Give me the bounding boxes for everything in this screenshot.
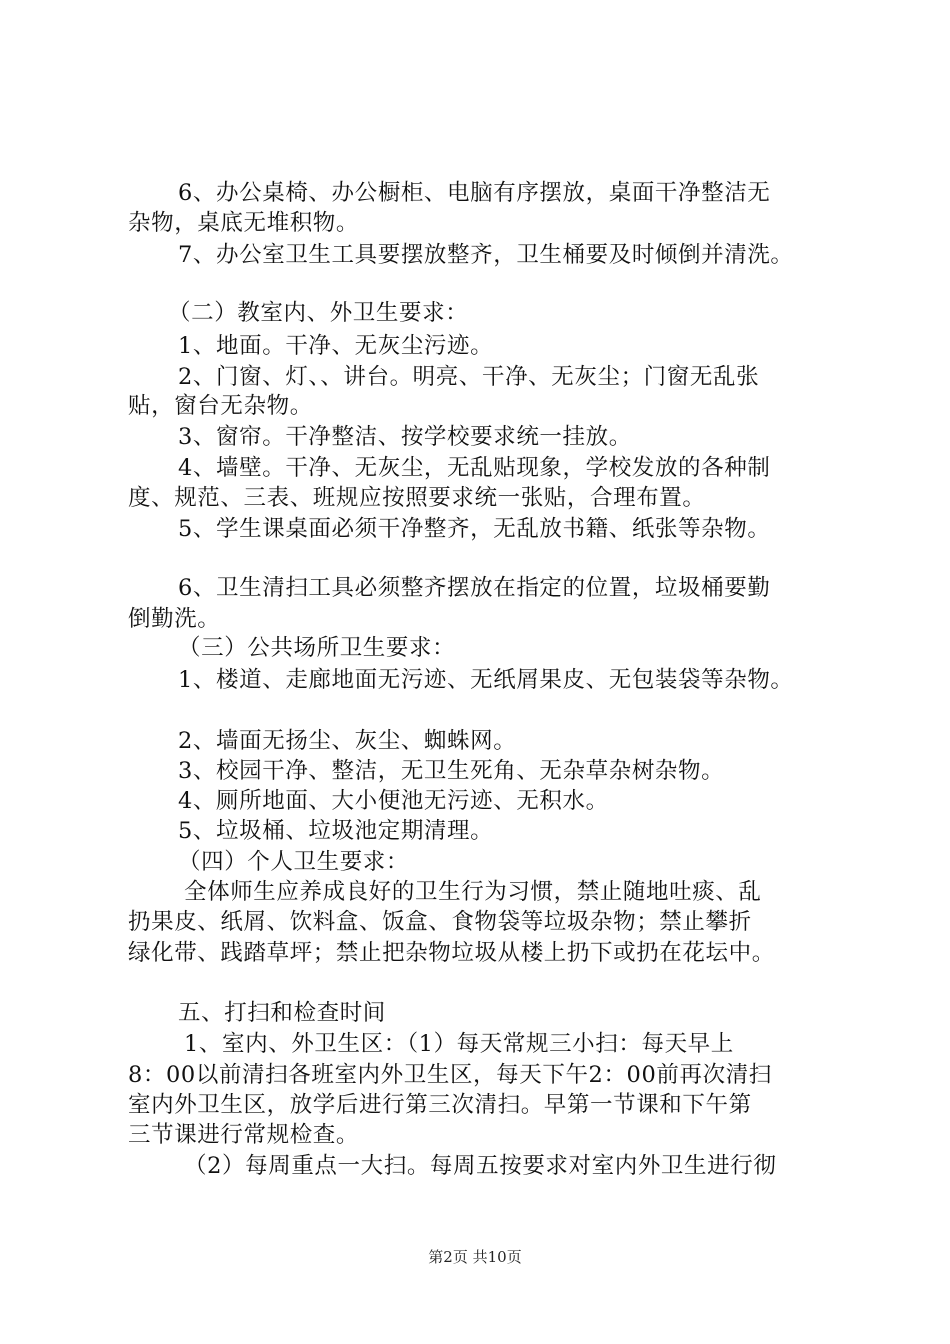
text-line: 4、厕所地面、大小便池无污迹、无积水。 bbox=[178, 788, 609, 814]
text-line: 5、垃圾桶、垃圾池定期清理。 bbox=[178, 818, 494, 844]
text-line: 三节课进行常规检查。 bbox=[128, 1122, 360, 1148]
text-line: 2、墙面无扬尘、灰尘、蜘蛛网。 bbox=[178, 728, 517, 754]
page-number-footer: 第2页 共10页 bbox=[428, 1248, 522, 1266]
text-line: 2、门窗、灯、、讲台。明亮、干净、无灰尘；门窗无乱张 bbox=[178, 364, 760, 390]
text-line: 6、办公桌椅、办公橱柜、电脑有序摆放，桌面干净整洁无 bbox=[178, 180, 771, 206]
section-heading: 五、打扫和检查时间 bbox=[178, 1000, 386, 1026]
text-line: 7、办公室卫生工具要摆放整齐，卫生桶要及时倾倒并清洗。 bbox=[178, 242, 794, 268]
text-line: 贴，窗台无杂物。 bbox=[128, 393, 313, 419]
text-line: 杂物，桌底无堆积物。 bbox=[128, 210, 360, 236]
text-line: 8：00以前清扫各班室内外卫生区，每天下午2：00前再次清扫 bbox=[128, 1062, 772, 1088]
text-line: 6、卫生清扫工具必须整齐摆放在指定的位置，垃圾桶要勤 bbox=[178, 575, 771, 601]
text-line: 度、规范、三表、班规应按照要求统一张贴，合理布置。 bbox=[128, 485, 706, 511]
text-line: （2）每周重点一大扫。每周五按要求对室内外卫生进行彻 bbox=[184, 1153, 777, 1179]
section-heading: （四）个人卫生要求： bbox=[178, 849, 410, 875]
text-line: 3、窗帘。干净整洁、按学校要求统一挂放。 bbox=[178, 424, 632, 450]
text-line: 3、校园干净、整洁，无卫生死角、无杂草杂树杂物。 bbox=[178, 758, 725, 784]
text-line: 绿化带、践踏草坪；禁止把杂物垃圾从楼上扔下或扔在花坛中。 bbox=[128, 940, 775, 966]
text-line: 1、楼道、走廊地面无污迹、无纸屑果皮、无包装袋等杂物。 bbox=[178, 667, 794, 693]
text-line: 5、学生课桌面必须干净整齐，无乱放书籍、纸张等杂物。 bbox=[178, 516, 771, 542]
text-line: 室内外卫生区，放学后进行第三次清扫。早第一节课和下午第 bbox=[128, 1092, 752, 1118]
text-line: 全体师生应养成良好的卫生行为习惯，禁止随地吐痰、乱 bbox=[184, 879, 762, 905]
text-line: 倒勤洗。 bbox=[128, 606, 221, 632]
section-heading: （二）教室内、外卫生要求： bbox=[168, 300, 469, 326]
text-line: 4、墙壁。干净、无灰尘，无乱贴现象，学校发放的各种制 bbox=[178, 455, 771, 481]
text-line: 1、地面。干净、无灰尘污迹。 bbox=[178, 333, 494, 359]
text-line: 扔果皮、纸屑、饮料盒、饭盒、食物袋等垃圾杂物；禁止攀折 bbox=[128, 909, 752, 935]
text-line: 1、室内、外卫生区：（1）每天常规三小扫：每天早上 bbox=[184, 1031, 734, 1057]
section-heading: （三）公共场所卫生要求： bbox=[178, 635, 456, 661]
